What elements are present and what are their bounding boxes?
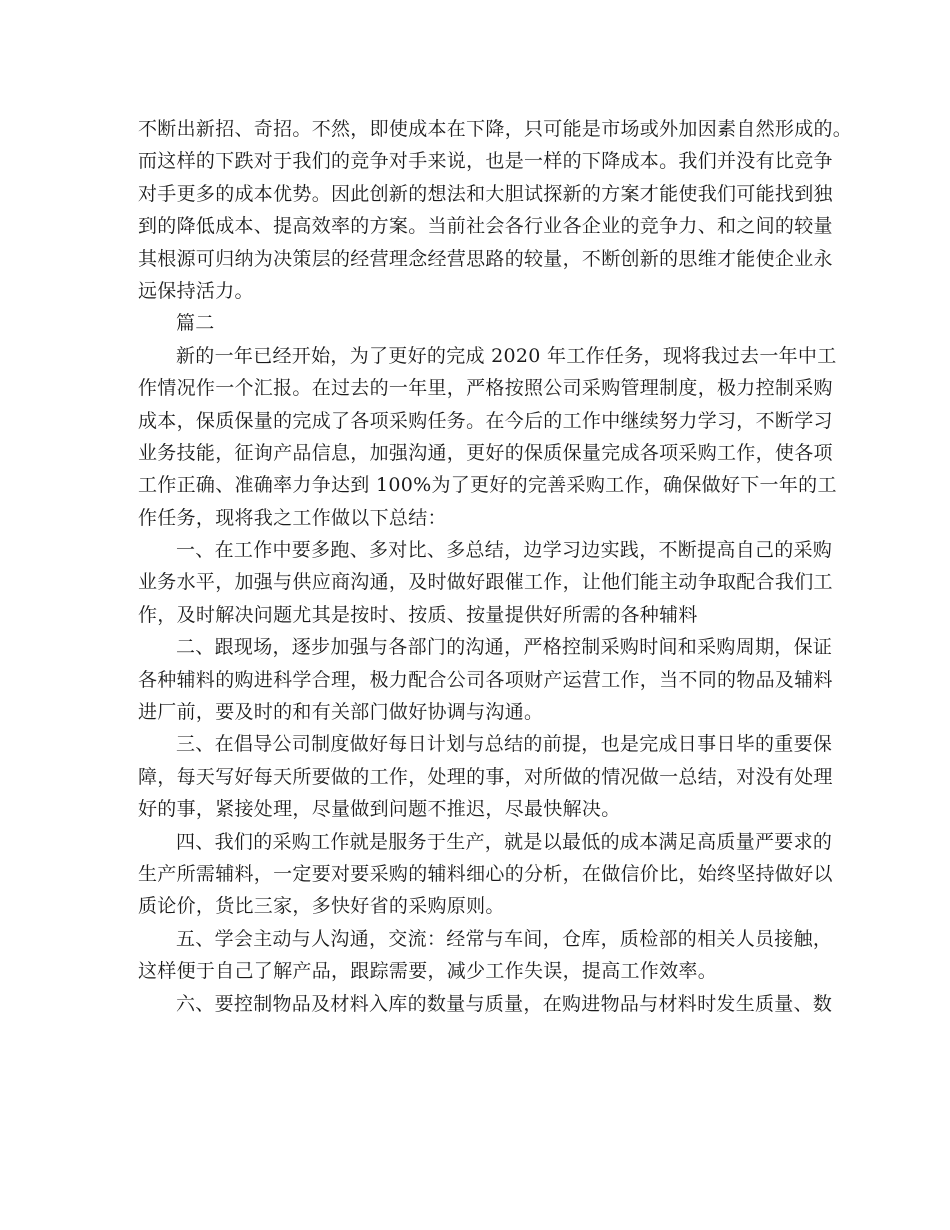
text-line: 而这样的下跌对于我们的竞争对手来说，也是一样的下降成本。我们并没有比竞争: [138, 150, 833, 173]
text-line: 生产所需辅料，一定要对要采购的辅料细心的分析，在做信价比，始终坚持做好以: [138, 862, 833, 885]
text-line: 六、要控制物品及材料入库的数量与质量，在购进物品与材料时发生质量、数: [176, 992, 833, 1015]
text-line: 好的事，紧接处理，尽量做到问题不推迟，尽最快解决。: [138, 798, 621, 821]
text-line: 新的一年已经开始，为了更好的完成 2020 年工作任务，现将我过去一年中工: [176, 344, 837, 367]
text-line: 四、我们的采购工作就是服务于生产，就是以最低的成本满足高质量严要求的: [176, 830, 833, 853]
text-line: 业务技能，征询产品信息，加强沟通，更好的保质保量完成各项采购工作，使各项: [138, 441, 833, 464]
text-line: 各种辅料的购进科学合理，极力配合公司各项财产运营工作，当不同的物品及辅料: [138, 668, 833, 691]
text-line: 作情况作一个汇报。在过去的一年里，严格按照公司采购管理制度，极力控制采购: [138, 377, 833, 400]
text-line: 作任务，现将我之工作做以下总结：: [138, 506, 447, 529]
text-line: 成本，保质保量的完成了各项采购任务。在今后的工作中继续努力学习，不断学习: [138, 409, 833, 432]
text-line: 一、在工作中要多跑、多对比、多总结，边学习边实践，不断提高自己的采购: [176, 539, 833, 562]
text-line: 这样便于自己了解产品，跟踪需要，减少工作失误，提高工作效率。: [138, 960, 718, 983]
text-line: 质论价，货比三家，多快好省的采购原则。: [138, 895, 505, 918]
text-line: 业务水平，加强与供应商沟通，及时做好跟催工作，让他们能主动争取配合我们工: [138, 571, 833, 594]
text-line: 进厂前，要及时的和有关部门做好协调与沟通。: [138, 701, 544, 724]
text-line: 三、在倡导公司制度做好每日计划与总结的前提，也是完成日事日毕的重要保: [176, 733, 833, 756]
text-line: 对手更多的成本优势。因此创新的想法和大胆试探新的方案才能使我们可能找到独: [138, 182, 833, 205]
text-line: 作，及时解决问题尤其是按时、按质、按量提供好所需的各种辅料: [138, 603, 698, 626]
text-line: 障，每天写好每天所要做的工作，处理的事，对所做的情况做一总结，对没有处理: [138, 765, 833, 788]
text-line: 到的降低成本、提高效率的方案。当前社会各行业各企业的竞争力、和之间的较量: [138, 215, 833, 238]
text-line: 不断出新招、奇招。不然，即使成本在下降，只可能是市场或外加因素自然形成的。: [138, 118, 853, 140]
document-body: [138, 113, 853, 1020]
text-line: 远保持活力。: [138, 279, 254, 302]
text-line: 五、学会主动与人沟通，交流：经常与车间，仓库，质检部的相关人员接触，: [176, 927, 833, 950]
text-line: 其根源可归纳为决策层的经营理念经营思路的较量，不断创新的思维才能使企业永: [138, 247, 833, 270]
text-line: 二、跟现场，逐步加强与各部门的沟通，严格控制采购时间和采购周期，保证: [176, 636, 833, 659]
text-line: 工作正确、准确率力争达到 100%为了更好的完善采购工作，确保做好下一年的工: [138, 474, 837, 497]
text-line: 篇二: [176, 312, 215, 335]
